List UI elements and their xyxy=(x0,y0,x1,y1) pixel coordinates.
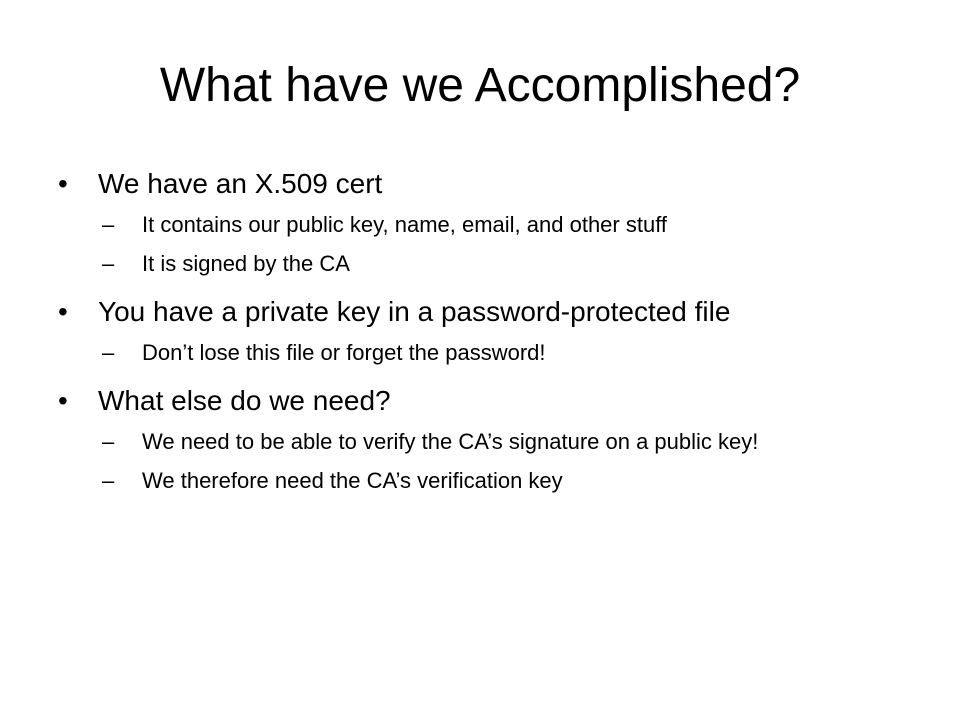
dash-marker: – xyxy=(102,429,115,454)
slide-title: What have we Accomplished? xyxy=(159,59,801,112)
bullet-marker: • xyxy=(58,296,68,327)
sub-bullet-item xyxy=(58,341,898,365)
sub-bullet-text: We need to be able to verify the CA’s signature on a public key! xyxy=(142,429,759,454)
dash-marker: – xyxy=(102,468,115,493)
dash-marker: – xyxy=(102,212,115,237)
sub-bullet-text: It contains our public key, name, email, and other stuff xyxy=(142,212,668,237)
sub-bullet-text: Don’t lose this file or forget the password! xyxy=(142,340,546,365)
sub-bullet-item xyxy=(58,469,898,493)
sub-bullet-text: It is signed by the CA xyxy=(142,251,350,276)
sub-bullet-item xyxy=(58,213,898,237)
bullet-item xyxy=(58,385,898,416)
slide-body xyxy=(58,168,898,493)
dash-marker: – xyxy=(102,340,115,365)
sub-bullet-item xyxy=(58,252,898,276)
dash-marker: – xyxy=(102,251,115,276)
bullet-item xyxy=(58,296,898,327)
bullet-item xyxy=(58,168,898,199)
bullet-text: What else do we need? xyxy=(98,385,391,416)
bullet-marker: • xyxy=(58,385,68,416)
bullet-marker: • xyxy=(58,168,68,199)
sub-bullet-text: We therefore need the CA’s verification key xyxy=(142,468,563,493)
bullet-text: We have an X.509 cert xyxy=(98,168,383,199)
bullet-text: You have a private key in a password-protected file xyxy=(98,296,731,327)
sub-bullet-item xyxy=(58,430,898,454)
